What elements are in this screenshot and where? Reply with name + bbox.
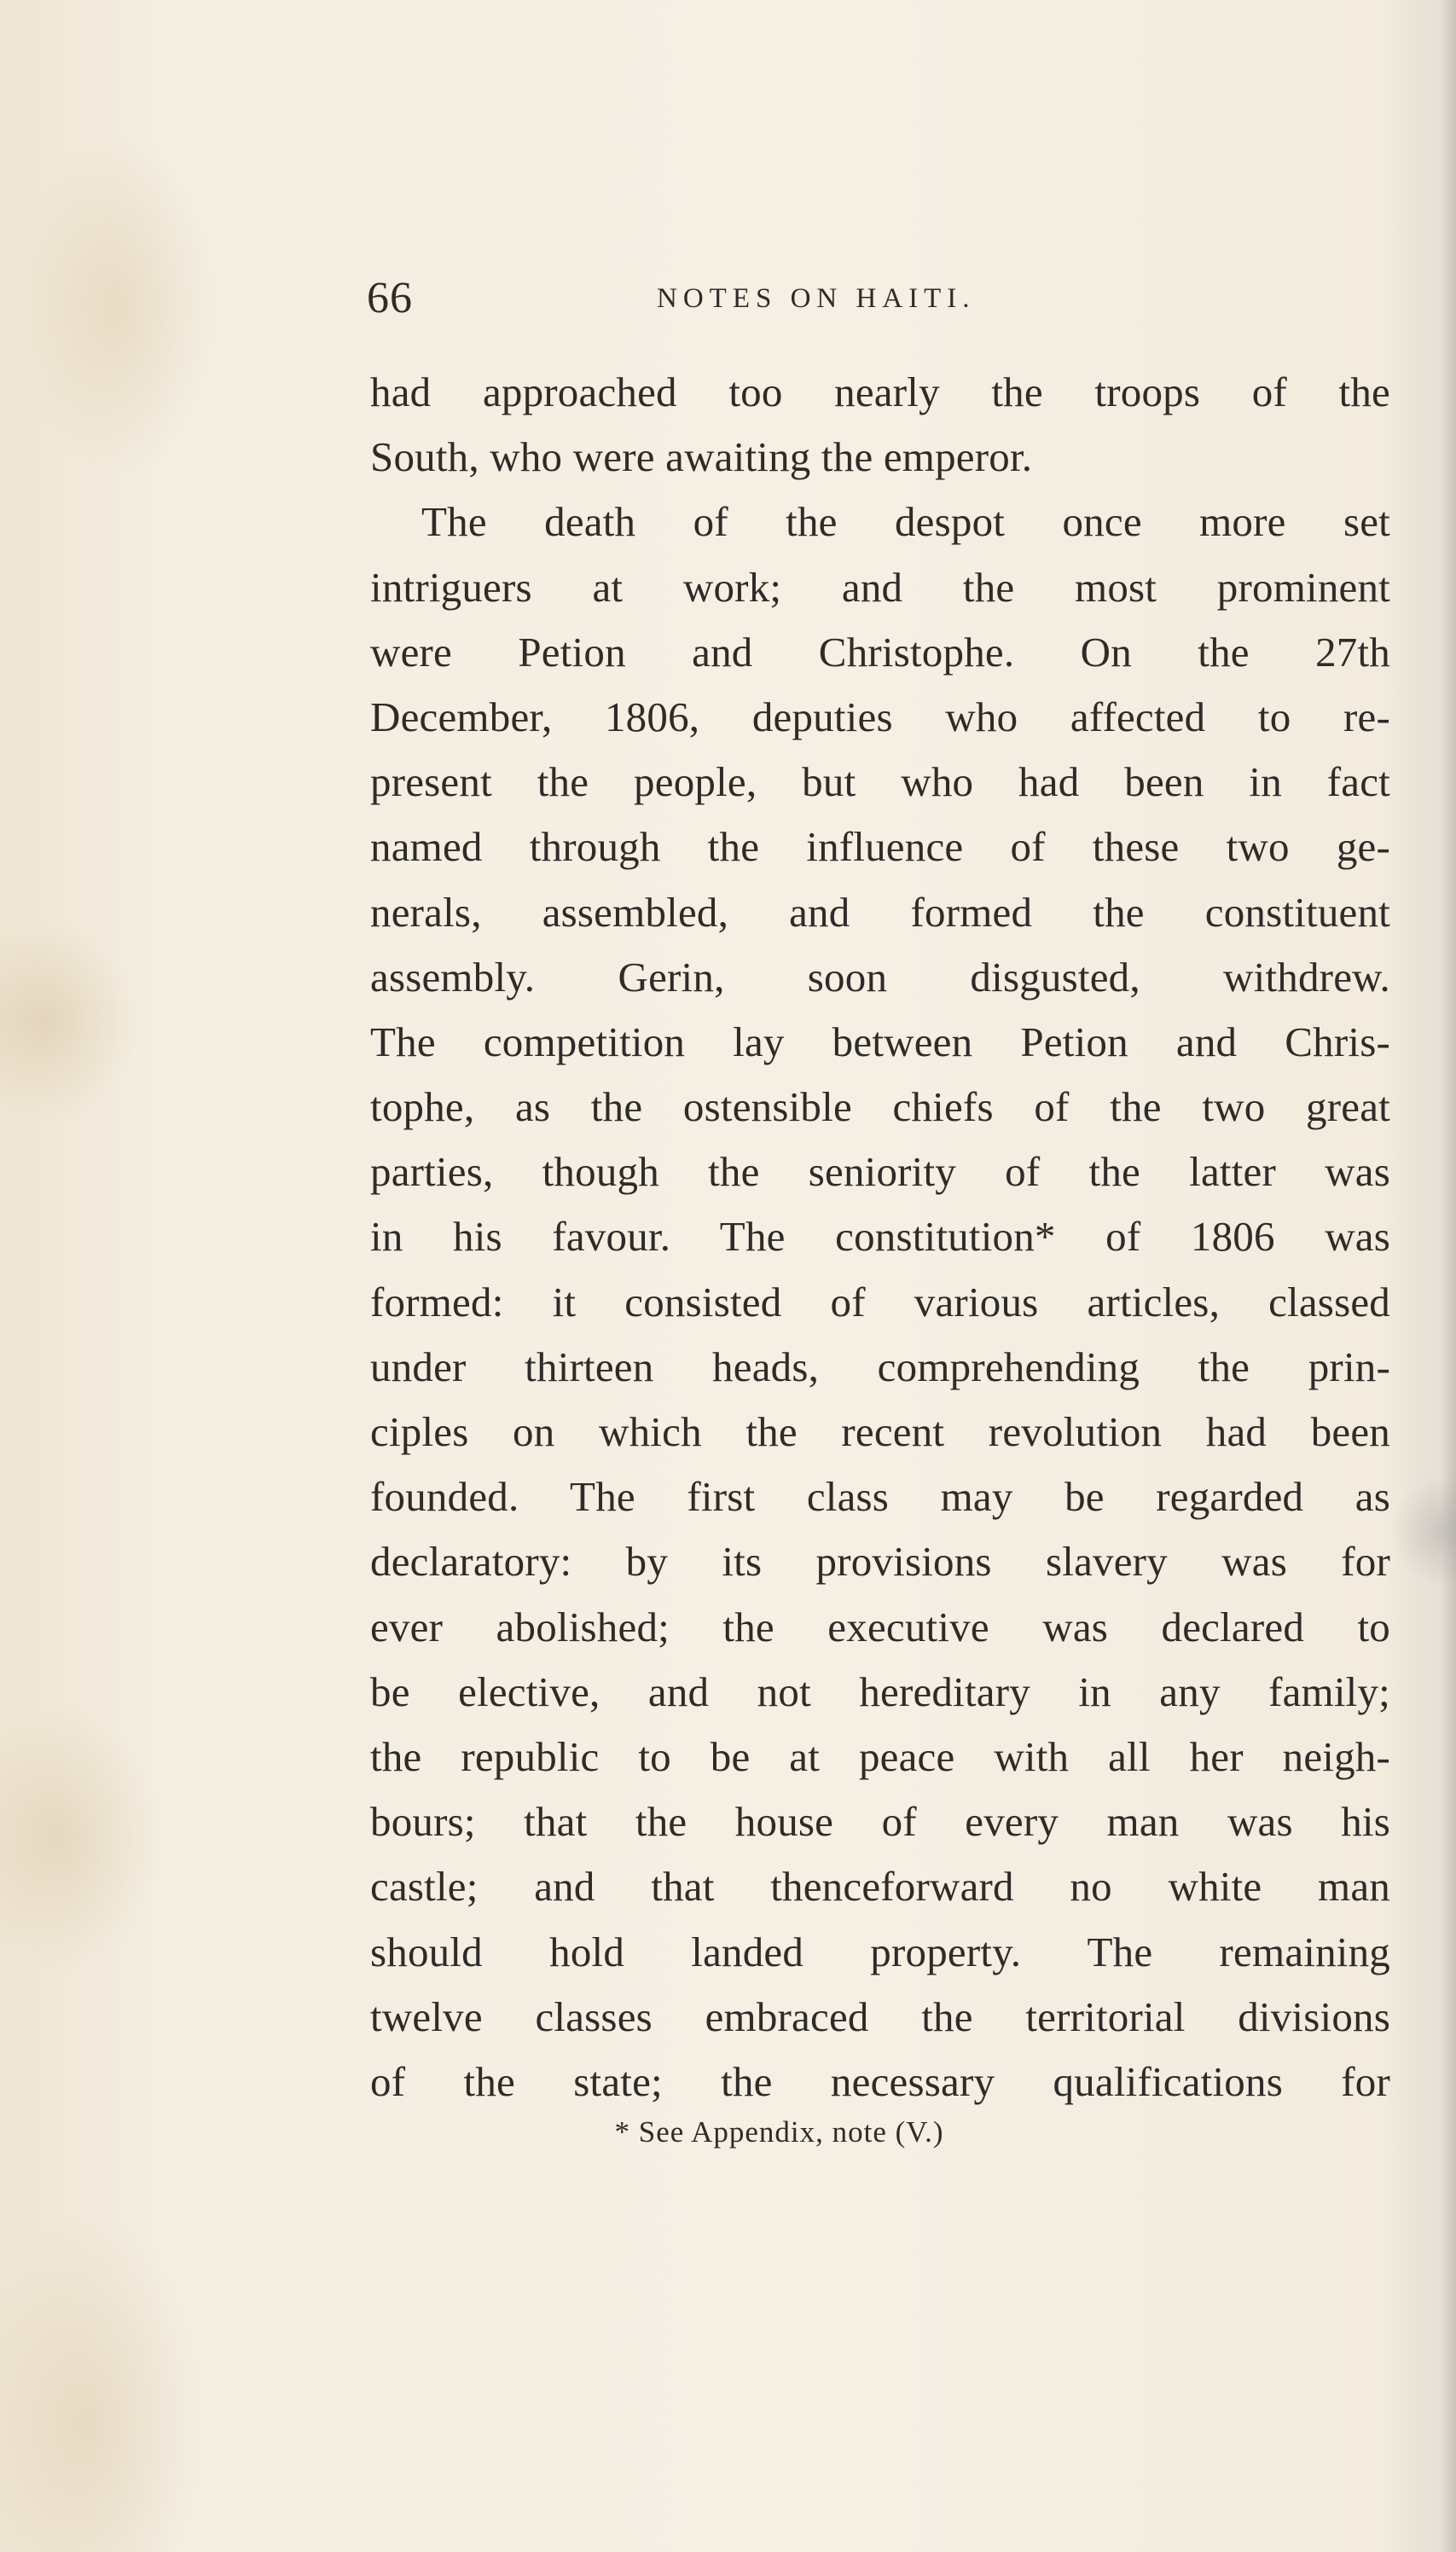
footnote: * See Appendix, note (V.) xyxy=(614,2115,944,2149)
text-line: named through the influence of these two ge- xyxy=(370,823,1390,871)
text-line: be elective, and not hereditary in any family; xyxy=(370,1668,1390,1715)
text-line: ciples on which the recent revolution had been xyxy=(370,1408,1390,1455)
text-line: The death of the despot once more set xyxy=(421,498,1390,546)
text-line: intriguers at work; and the most prominent xyxy=(370,563,1390,611)
text-line: present the people, but who had been in fact xyxy=(370,758,1390,806)
text-line: in his favour. The constitution* of 1806 was xyxy=(370,1213,1390,1261)
text-line: South, who were awaiting the emperor. xyxy=(370,433,1033,481)
text-line: had approached too nearly the troops of the xyxy=(370,368,1390,415)
text-line: tophe, as the ostensible chiefs of the two great xyxy=(370,1083,1390,1131)
page-header xyxy=(367,273,1390,333)
text-line: castle; and that thenceforward no white man xyxy=(370,1863,1390,1911)
page-number: 66 xyxy=(367,274,413,322)
text-line: of the state; the necessary qualifications for xyxy=(370,2057,1390,2105)
text-line: assembly. Gerin, soon disgusted, withdrew. xyxy=(370,953,1390,1000)
running-title: NOTES ON HAITI. xyxy=(657,283,976,314)
text-line: were Petion and Christophe. On the 27th xyxy=(370,628,1390,676)
text-line: bours; that the house of every man was his xyxy=(370,1798,1390,1846)
page-edge-shadow xyxy=(1441,0,1456,2552)
text-line: nerals, assembled, and formed the constituent xyxy=(370,888,1390,936)
text-line: formed: it consisted of various articles, classed xyxy=(370,1278,1390,1325)
text-line: should hold landed property. The remaining xyxy=(370,1928,1390,1975)
text-line: December, 1806, deputies who affected to re- xyxy=(370,693,1390,740)
text-line: ever abolished; the executive was declared to xyxy=(370,1603,1390,1650)
text-line: the republic to be at peace with all her neigh- xyxy=(370,1732,1390,1780)
text-line: The competition lay between Petion and Chris- xyxy=(370,1018,1390,1065)
text-line: under thirteen heads, comprehending the prin- xyxy=(370,1343,1390,1390)
text-line: founded. The first class may be regarded as xyxy=(370,1473,1390,1521)
text-line: parties, though the seniority of the latter was xyxy=(370,1148,1390,1196)
text-line: declaratory: by its provisions slavery was for xyxy=(370,1538,1390,1586)
body-text xyxy=(370,360,1390,2114)
text-line: twelve classes embraced the territorial divisions xyxy=(370,1992,1390,2040)
